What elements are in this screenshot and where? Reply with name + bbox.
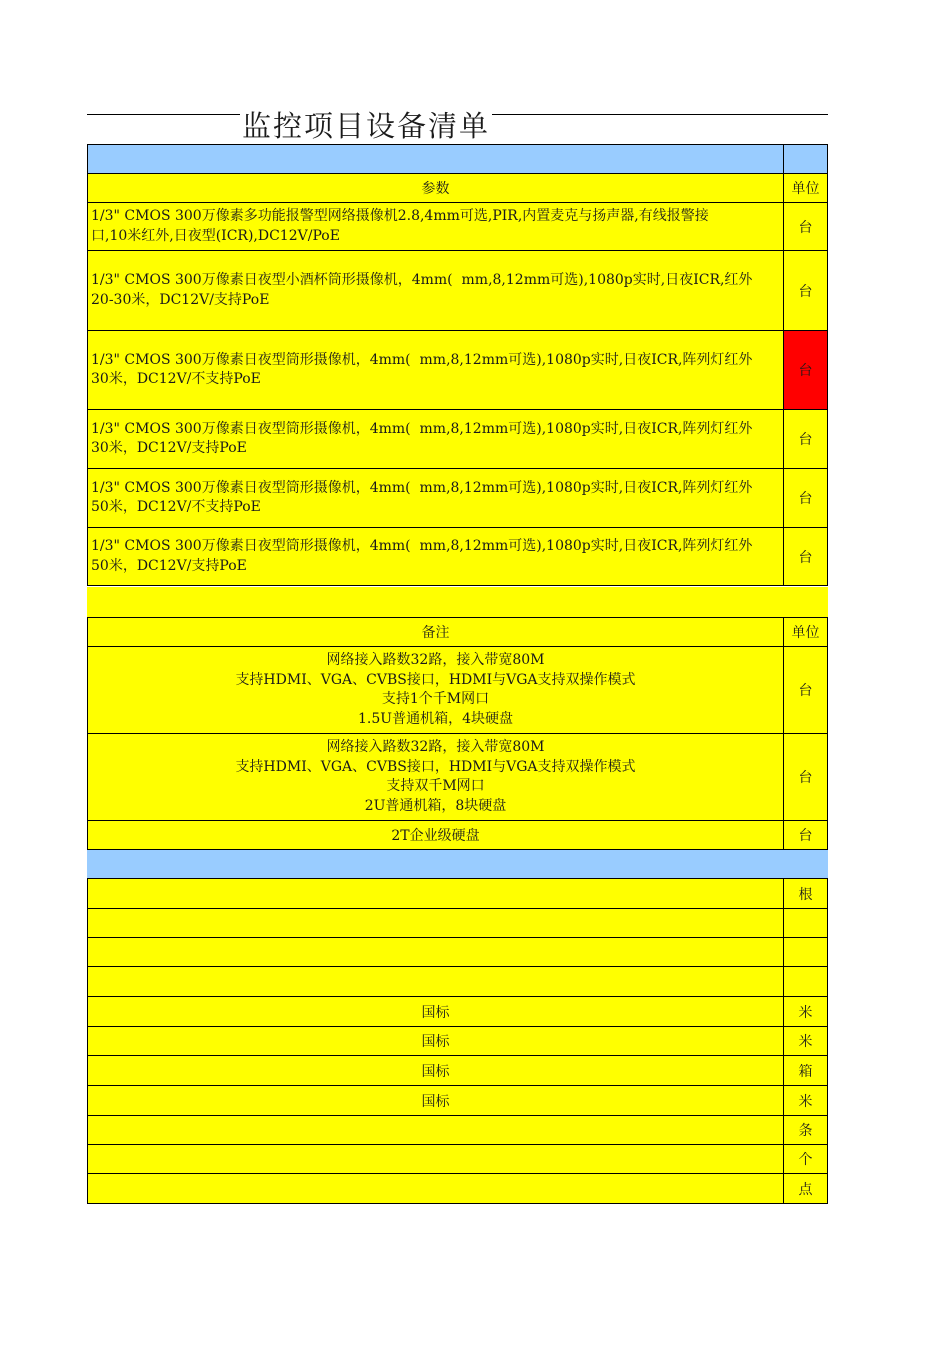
camera-desc: [87, 468, 784, 528]
camera-row: [87, 202, 828, 251]
desc-line: 口,10米红外,日夜型(ICR),DC12V/PoE: [91, 227, 340, 244]
remark-line: 支持1个千M网口: [381, 691, 490, 707]
unit-header: 单位: [783, 617, 828, 647]
camera-row: [87, 330, 828, 410]
desc-line: 1/3" CMOS 300万像素日夜型筒形摄像机，4mm( mm,8,12mm可选),1080p实时,日夜ICR,阵列灯红外: [91, 351, 753, 368]
camera-row: [87, 409, 828, 469]
material-desc: [87, 1173, 784, 1204]
unit-cell: 台: [783, 468, 828, 528]
recorder-row: [87, 733, 828, 821]
material-row: [87, 966, 828, 997]
unit-header: 单位: [783, 173, 828, 203]
unit-cell: 台: [783, 820, 828, 850]
camera-row: [87, 250, 828, 331]
remark-line: 支持HDMI、VGA、CVBS接口，HDMI与VGA支持双操作模式: [235, 671, 636, 688]
material-row: [87, 996, 828, 1027]
remark-line: 支持HDMI、VGA、CVBS接口，HDMI与VGA支持双操作模式: [235, 758, 636, 775]
unit-cell: [783, 966, 828, 997]
material-desc: [87, 908, 784, 938]
desc-line: 30米，DC12V/支持PoE: [91, 440, 247, 456]
material-desc: [87, 937, 784, 967]
unit-cell: 米: [783, 1085, 828, 1116]
page-title: 监控项目设备清单: [242, 109, 491, 143]
material-row: [87, 1085, 828, 1116]
recorder-row: [87, 646, 828, 734]
unit-cell: 米: [783, 1026, 828, 1056]
section-separator-band: [87, 587, 828, 617]
desc-line: 1/3" CMOS 300万像素日夜型小酒杯筒形摄像机，4mm( mm,8,12mm可选),1080p实时,日夜ICR,红外: [91, 272, 753, 288]
material-row: [87, 1055, 828, 1086]
unit-cell: 台: [783, 646, 828, 734]
section-header-bar-3: [87, 850, 828, 879]
disk-remark: 2T企业级硬盘: [87, 820, 784, 850]
camera-desc: [87, 330, 784, 410]
unit-cell: 点: [783, 1173, 828, 1204]
camera-desc: [87, 409, 784, 469]
recorder-remark: [87, 646, 784, 734]
remark-line: 网络接入路数32路，接入带宽80M: [326, 739, 545, 755]
unit-cell: 台: [783, 250, 828, 331]
unit-cell: 米: [783, 996, 828, 1027]
remark-line: 2U普通机箱，8块硬盘: [364, 797, 507, 814]
unit-cell: 条: [783, 1115, 828, 1145]
unit-cell: 台: [783, 527, 828, 586]
unit-cell-highlighted: 台: [783, 330, 828, 410]
desc-line: 50米，DC12V/支持PoE: [91, 557, 247, 574]
material-desc: 国标: [87, 1055, 784, 1086]
column-header-row: [87, 173, 828, 203]
desc-line: 50米，DC12V/不支持PoE: [91, 499, 261, 515]
desc-line: 1/3" CMOS 300万像素多功能报警型网络摄像机2.8,4mm可选,PIR,内置麦克与扬声器,有线报警接: [91, 208, 709, 224]
remark-header: 备注: [87, 617, 784, 647]
material-desc: 国标: [87, 996, 784, 1027]
remark-line: 1.5U普通机箱，4块硬盘: [358, 710, 513, 727]
material-row: [87, 878, 828, 909]
desc-line: 20-30米，DC12V/支持PoE: [91, 291, 270, 308]
material-desc: 国标: [87, 1085, 784, 1116]
unit-cell: 台: [783, 202, 828, 251]
material-row: [87, 1144, 828, 1174]
disk-row: [87, 820, 828, 850]
recorder-remark: [87, 733, 784, 821]
unit-cell: 根: [783, 878, 828, 909]
material-row: [87, 937, 828, 967]
section-header-unit-cell: [783, 144, 828, 174]
material-desc: 国标: [87, 1026, 784, 1056]
material-row: [87, 1115, 828, 1145]
material-row: [87, 1026, 828, 1056]
desc-line: 1/3" CMOS 300万像素日夜型筒形摄像机，4mm( mm,8,12mm可选),1080p实时,日夜ICR,阵列灯红外: [91, 420, 753, 437]
camera-row: [87, 527, 828, 586]
unit-cell: [783, 937, 828, 967]
remark-line: 支持双千M网口: [386, 778, 485, 794]
unit-cell: 箱: [783, 1055, 828, 1086]
remark-line: 网络接入路数32路，接入带宽80M: [326, 652, 545, 668]
material-row: [87, 1173, 828, 1204]
desc-line: 1/3" CMOS 300万像素日夜型筒形摄像机，4mm( mm,8,12mm可选),1080p实时,日夜ICR,阵列灯红外: [91, 479, 753, 496]
material-desc: [87, 966, 784, 997]
remark-header-row: [87, 617, 828, 647]
camera-row: [87, 468, 828, 528]
section-header-bar-1: [87, 144, 828, 174]
camera-desc: [87, 250, 784, 331]
unit-cell: [783, 908, 828, 938]
unit-cell: 台: [783, 733, 828, 821]
camera-desc: [87, 202, 784, 251]
unit-cell: 台: [783, 409, 828, 469]
material-desc: [87, 1144, 784, 1174]
desc-line: 1/3" CMOS 300万像素日夜型筒形摄像机，4mm( mm,8,12mm可选),1080p实时,日夜ICR,阵列灯红外: [91, 538, 753, 554]
material-desc: [87, 878, 784, 909]
section-header-cell: [87, 144, 784, 174]
material-row: [87, 908, 828, 938]
param-header: 参数: [87, 173, 784, 203]
unit-cell: 个: [783, 1144, 828, 1174]
material-desc: [87, 1115, 784, 1145]
camera-desc: [87, 527, 784, 586]
desc-line: 30米，DC12V/不支持PoE: [91, 371, 261, 387]
